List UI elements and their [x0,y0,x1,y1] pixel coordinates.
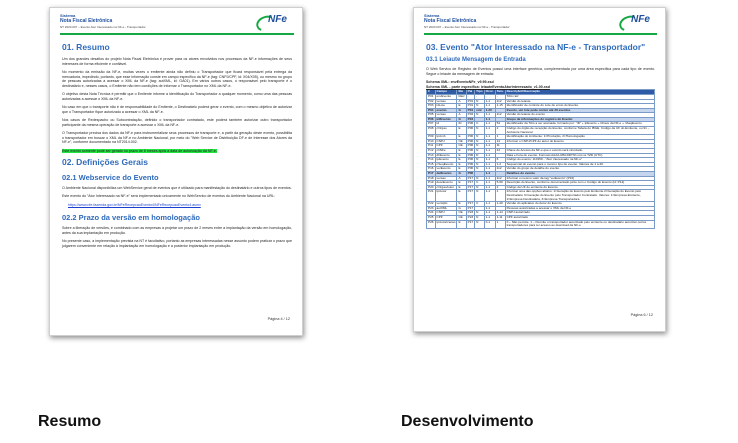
table-cell: 54 [495,122,505,127]
table-cell: 1-1 [484,172,495,177]
table-cell: P22 [428,201,434,206]
logo-text: NFe [268,14,287,25]
table-cell: C [475,181,484,186]
schema-label: Schema XML - parte específica: leiauteEventoAtorInteressado_v1.00.xsd [426,84,550,89]
subsection-title: 03.1 Leiaute Mensagem de Entrada [426,57,526,63]
table-cell: 1-14 [495,211,505,216]
table-cell: G [457,108,466,113]
table-cell: G [457,206,466,211]
table-cell: Tipo [476,89,483,94]
table-cell: 1-20 [484,108,495,113]
table-cell: P06 [467,166,474,171]
paragraph: O Web Servico de Registro de Eventos possui uma interface genérica, complementada por uma área específica para cada tipo de evento. Segue o leiaute da mensagem de entrada: [426,67,655,76]
table-cell: P04 [467,112,474,117]
table-cell: - [466,94,475,99]
table-cell: P21 [427,190,436,202]
paragraph: O objetivo desta Nota Técnica é permitir que o Emitente informe a identificação do Transportador a qualquer momento, como uma das pessoas autorizadas a acessar o XML da NF-e. [62,92,292,101]
table-cell: Tam. [496,89,504,94]
page-desenvolvimento [413,7,666,332]
table-cell: P06 [467,148,474,153]
nfe-logo [617,13,655,29]
table-cell: 2v2 [495,167,505,172]
table-cell: C [475,202,484,207]
highlighted-note: Este evento somente pode ser gerado no prazo de 6 meses após a data de autorização da NF-e. [62,148,217,153]
table-cell: 1 [495,135,505,140]
table-cell: P17 [467,175,474,180]
table-cell: nSeqEvento [435,162,457,167]
table-cell: P06 [466,127,475,135]
header-system: Sistema [60,13,76,18]
table-cell: A [457,113,466,118]
table-cell: N [475,99,484,104]
table-cell: Versão do grupo de detalhe do evento. [505,167,654,172]
table-cell: Identificação do Ambiente: 1=Produção, 2=Homologação [505,135,654,140]
table-cell: 1-1 [484,215,495,220]
paragraph: No caso em que o transporte não é de responsabilidade do Emitente, o Destinatário poderá gerar o evento, com o mesmo objetivo de autorizar que o Transportador fique autorizado a acessar o XML da NF-e. [62,105,292,114]
table-cell: Descrição do Evento, conforme documentado junto com o Código do Evento (id: P14). [505,181,654,186]
table-cell: 6 [495,158,505,163]
table-cell: E [457,135,466,140]
table-cell: xml [475,108,484,113]
table-cell: Pessoas autorizadas a acessar o XML da NF-e [505,206,654,211]
table-cell: cOrgaoAutor [435,185,457,190]
table-cell: P04 [428,107,434,112]
caption-right: Desenvolvimento [401,413,534,430]
table-cell: P10 [428,138,434,143]
table-cell: tpAutorizacao [435,220,457,228]
table-cell: 1-1 [484,181,495,186]
table-cell: P01 [467,103,474,108]
table-cell: P17 [467,184,474,189]
table-cell: - [484,94,495,99]
table-cell: 44 [495,149,505,154]
table-cell: 11 [495,144,505,149]
table-cell: CE [457,139,466,144]
header-subtitle: NT 2020.007 – Evento Ator Interessado na NF-e - Transportador [60,25,146,29]
table-cell: 1-1 [484,144,495,149]
table-cell: Ele [457,90,466,95]
table-cell: 2 [495,185,505,190]
table-cell: N [475,190,484,202]
table-cell: detEvento [435,172,457,177]
table-cell: G [457,117,466,122]
table-cell: P17 [467,205,474,210]
table-cell: P08 [427,127,436,135]
table-cell: E [457,181,466,186]
table-cell: 1-1 [484,162,495,167]
table-cell: versao [435,113,457,118]
table-cell: P17 [466,220,475,228]
table-cell: - [495,94,505,99]
table-row [427,190,655,202]
caption-left: Resumo [38,413,102,430]
table-cell: versao [435,99,457,104]
table-cell: P11 [428,143,434,148]
table-cell: 1-1 [484,211,495,216]
paragraph: Um dos grandes desafios do projeto Nota Fiscal Eletrônica é prover para os atores envolvidos nos processos da NF-e informações de seus interesses de forma eficiente e confiável. [62,57,292,66]
table-cell: Versão do leiaute do evento [505,113,654,118]
table-cell: Chave de Acesso da NF-e que o evento será vinculado. [505,149,654,154]
table-cell: TAG raiz [505,94,654,99]
table-cell: verAplic [435,202,457,207]
table-cell: N [475,158,484,163]
nfe-logo [254,13,292,29]
header-subtitle: NT 2020.007 – Evento Ator Interessado na NF-e - Transportador [424,25,510,29]
paragraph: O Transportador precisa dos dados da NF-e para instrumentalizar seus processos de transporte e, a partir da geração deste evento, possibilita o transportador em buscar o XML da NF-e no Ambiente Nacional, por meio do "Web Service de Distribuição DF-e de Interesse dos Atores da NF-e", conforme documentado na NT2014.002. [62,130,292,145]
table-cell: E [457,162,466,167]
table-cell: P01 [467,107,474,112]
table-cell: 1 [495,220,505,228]
table-cell: 0 – Não permite. 1 – Permite o transportador autorizado pelo emitente ou destinatário autorizar outros transportadores para ter acesso ao download da NF-e [505,220,654,228]
page-resumo [49,7,303,336]
header-title: Nota Fiscal Eletrônica [424,18,477,24]
table-cell: 1-1 [484,176,495,181]
table-cell: 0-1 [484,220,495,228]
table-cell: P05 [428,112,434,117]
table-cell: Data e hora do evento. Formato AAAA-MM-DDThh:mm:ss TZD (UTC) [505,153,654,158]
schema-label: Schema XML: envEventoNFe_v9.99.xsd [426,79,494,84]
webservice-url-link[interactable]: https://www.nfe.fazenda.gov.br/NFeRecepcaoEvento4/NFeRecepcaoEvento4.asmx [68,202,201,207]
table-cell: 2v2 [495,99,505,104]
table-cell: Identificador de controle do Lote de envio do Evento. [505,104,654,109]
table-cell: 1-1 [484,122,495,127]
table-row [427,220,655,228]
table-cell: cOrgao [435,127,457,135]
table-cell: envEvento [435,94,457,99]
table-cell: 1 [495,190,505,202]
table-cell: 1-1 [484,185,495,190]
table-cell: Descrição/Observação [505,90,654,95]
table-cell: 1-1 [484,99,495,104]
table-cell: N [475,135,484,140]
page-header [424,11,657,35]
table-cell: 1-1 [484,139,495,144]
table-cell: 1-1 [484,202,495,207]
logo-text: NFe [631,14,650,25]
subsection-title: 02.2 Prazo da versão em homologação [62,213,200,223]
table-cell: E [457,104,466,109]
table-cell: 2v2 [495,113,505,118]
page-number: Página 4 / 12 [267,317,290,321]
table-cell: P07 [428,121,434,126]
table-cell: ID [457,122,466,127]
table-cell: N [475,127,484,135]
table-cell: Informar uma das opções abaixo: 1=Geração do Evento pelo Emitente 2=Geração do Evento pelo Destinatário 3=Geração do Evento pelo Transportador Contratado. Valores: 1=Empresa Emitente, 2=Empresa Destinatária, 3=Empresa Transportadora. [505,190,654,202]
table-cell: 1-1 [484,167,495,172]
table-cell: Versão do aplicativo do Autor do Evento. [505,202,654,207]
table-cell: 2 [495,127,505,135]
table-cell: N [475,149,484,154]
table-cell: N [475,113,484,118]
table-cell: Informar o CNPJ/CPF do autor do Evento. [505,139,654,144]
table-cell: Ocor. [485,89,494,94]
table-cell: P12 [428,148,434,153]
table-cell: E [457,158,466,163]
table-cell: P06 [467,121,474,126]
table-cell: E [457,202,466,207]
table-cell: C [475,122,484,127]
table-cell: CPF [435,215,457,220]
table-cell: 1-1 [484,113,495,118]
table-cell: 1-1 [484,206,495,211]
table-cell: dhEvento [435,153,457,158]
table-cell: idLote [435,104,457,109]
page-number: Página 6 / 12 [630,313,653,317]
table-cell: P06 [428,116,434,121]
table-cell: versao [435,176,457,181]
table-cell: - [475,94,484,99]
table-cell: CE [457,144,466,149]
table-cell: N [475,220,484,228]
table-cell: 1-1 [484,149,495,154]
table-cell: 1-15 [495,104,505,109]
table-cell: P15 [428,161,434,166]
table-cell: 1-1 [484,127,495,135]
table-cell: 1-1 [484,158,495,163]
table-cell: P26 [427,220,436,228]
table-cell: P23 [428,205,434,210]
table-cell: Evento, um lote pode conter até 20 eventos [505,108,654,113]
table-cell: P09 [428,134,434,139]
table-cell: 1-1 [484,153,495,158]
table-cell: 1-2 [495,162,505,167]
table-cell: Identificador da TAG a ser assinada, formado por: "ID" + tpEvento + Chave da NF-e + nSeqEvento [505,122,654,127]
table-cell: Informar o mesmo valor da tag "verEvento" (P16) [505,176,654,181]
table-cell: autXML [435,206,457,211]
table-cell: E [457,153,466,158]
table-cell: CNPJ [435,139,457,144]
table-cell: tpAutor [435,190,457,202]
table-cell: N [475,162,484,167]
header-title: Nota Fiscal Eletrônica [60,18,113,24]
table-cell: N [475,215,484,220]
table-cell: E [457,149,466,154]
table-cell: P06 [467,134,474,139]
table-cell: P17 [467,201,474,206]
table-cell: 1-1 [484,104,495,109]
section-title: 02. Definições Gerais [62,157,148,168]
paragraph: No momento da emissão da NF-e, muitas vezes o emitente ainda não definiu o Transportador que ficará responsável pela entrega da mercadoria, impedindo, portanto, que esse informação conste em campo específico da NF-e (tag: CNPJ/CPF, id: X04/X05), ou mesmo no grupo de pessoas autorizadas a acessar o XML da NF-e (tag: autXML, id: GA01). Em vários outros casos, o responsável pelo transporte é o destinatário e, nesses casos, o Emitente não tem condições de informar o Transportador no XML da NF-e. [62,69,292,89]
table-cell: 1-20 [495,202,505,207]
section-title: 03. Evento "Ator Interessado na NF-e - Transportador" [426,42,646,52]
table-cell: P17 [467,180,474,185]
table-cell: Código do órgão de recepção do Evento, conforme Tabela do IBGE. Código da UF do Emitente, ou 91 – Ambiente Nacional [505,127,654,135]
table-cell: P23 [467,210,474,215]
table-cell: N [475,144,484,149]
table-cell: N [475,139,484,144]
table-cell: Código da UF do emitente do Evento. [505,185,654,190]
subsection-title: 02.1 Webservice do Evento [62,173,159,183]
table-cell: 14 [495,139,505,144]
table-cell: 2v2 [495,176,505,181]
table-cell: CNPJ [435,211,457,216]
table-cell: P17 [466,190,475,202]
layout-table [426,89,655,228]
table-cell: P19 [428,180,434,185]
table-cell: P18 [428,175,434,180]
table-cell: CE [457,215,466,220]
table-cell: P01 [467,98,474,103]
table-cell: N [475,176,484,181]
table-cell: Código do evento: 110150 - "Ator interessado na NF-e" [505,158,654,163]
paragraph: O Ambiente Nacional disponibiliza um WebService geral de eventos que é utilizado para manifestação do destinatário e outros tipos de eventos. [62,186,292,191]
table-cell: P06 [467,157,474,162]
table-cell: P25 [428,214,434,219]
table-cell: Versão do leiaute [505,99,654,104]
table-cell: P06 [467,143,474,148]
table-cell: P20 [428,184,434,189]
paragraph: Nos casos de Redespacho ou Subcontratação, definido o transportador contratado, este poderá também autorizar outro transportador participante da mesma operação de transporte a acessar o XML da NF-e. [62,118,292,127]
table-cell: D [475,153,484,158]
table-cell: Campo [435,90,457,95]
table-cell: P06 [467,161,474,166]
table-cell: E [457,190,466,202]
paragraph: Sobre a liberação de versões, é combinado com as empresas a projetar um prazo de 2 meses entre a implantação da versão em homologação, antes da sua implantação em produção. [62,226,292,236]
table-cell: # [427,90,436,95]
table-cell: infEvento [435,117,457,122]
table-cell: A [457,176,466,181]
table-cell: P06 [467,171,474,175]
paragraph: No presente caso, a implementação prevista na NT é facultativo, portanto as empresas interessadas nesse assunto podem praticar o prazo que julgarem conveniente em relação à implantação em homologação e a posterior implantação em produção. [62,239,292,248]
table-cell: P06 [467,138,474,143]
table-cell: Detalhes do evento [505,172,654,177]
table-cell: E [457,127,466,135]
table-cell: P13 [428,152,434,157]
table-cell: CE [457,211,466,216]
table-cell: Id [435,122,457,127]
table-cell: N [475,167,484,172]
table-cell: chNFe [435,149,457,154]
table-cell: P01 [428,93,434,98]
table-cell: E [457,167,466,172]
page-content [426,38,655,229]
table-cell: CPF [435,144,457,149]
table-cell: Raiz [458,93,465,98]
table-cell: P06 [467,152,474,157]
table-cell: tpAmb [435,135,457,140]
table-cell: P04 [467,116,474,121]
table-cell: 1-1 [484,117,495,122]
table-cell: tpEvento [435,158,457,163]
table-cell: E [457,220,466,228]
table-cell: Pai [466,90,475,95]
page-header [60,11,294,35]
header-system: Sistema [424,13,440,18]
table-cell: CPF autorizado [505,215,654,220]
table-cell: N [475,211,484,216]
table-cell: P24 [428,210,434,215]
table-cell: G [457,172,466,177]
table-cell: 5-60 [495,181,505,186]
table-cell: 1-1 [484,135,495,140]
paragraph: Este evento do "Ator Interessado na NF-e" será implementado unicamente no WebServico de eventos do Ambiente Nacional na URL: [62,194,276,199]
table-cell: P17 [428,171,434,175]
table-cell: CNPJ autorizado [505,211,654,216]
section-title: 01. Resumo [62,42,110,52]
table-cell: descEvento [435,181,457,186]
table-cell: E [457,185,466,190]
table-cell: N [475,104,484,109]
table-cell: evento [435,108,457,113]
table-cell: P23 [467,214,474,219]
table-cell: P02 [428,98,434,103]
table-cell: P16 [428,166,434,171]
table-cell: Sequencial do evento para o mesmo tipo de evento. Valores de 1 a 20. [505,162,654,167]
table-cell: P03 [428,103,434,108]
table-cell: Grupo de informações do registro do Evento [505,117,654,122]
table-cell: verEvento [435,167,457,172]
table-cell: 1-11 [495,215,505,220]
table-cell: P14 [428,157,434,162]
table-cell: N [475,185,484,190]
page-content [62,38,292,252]
table-cell: A [457,99,466,104]
table-cell: 1-1 [484,190,495,202]
